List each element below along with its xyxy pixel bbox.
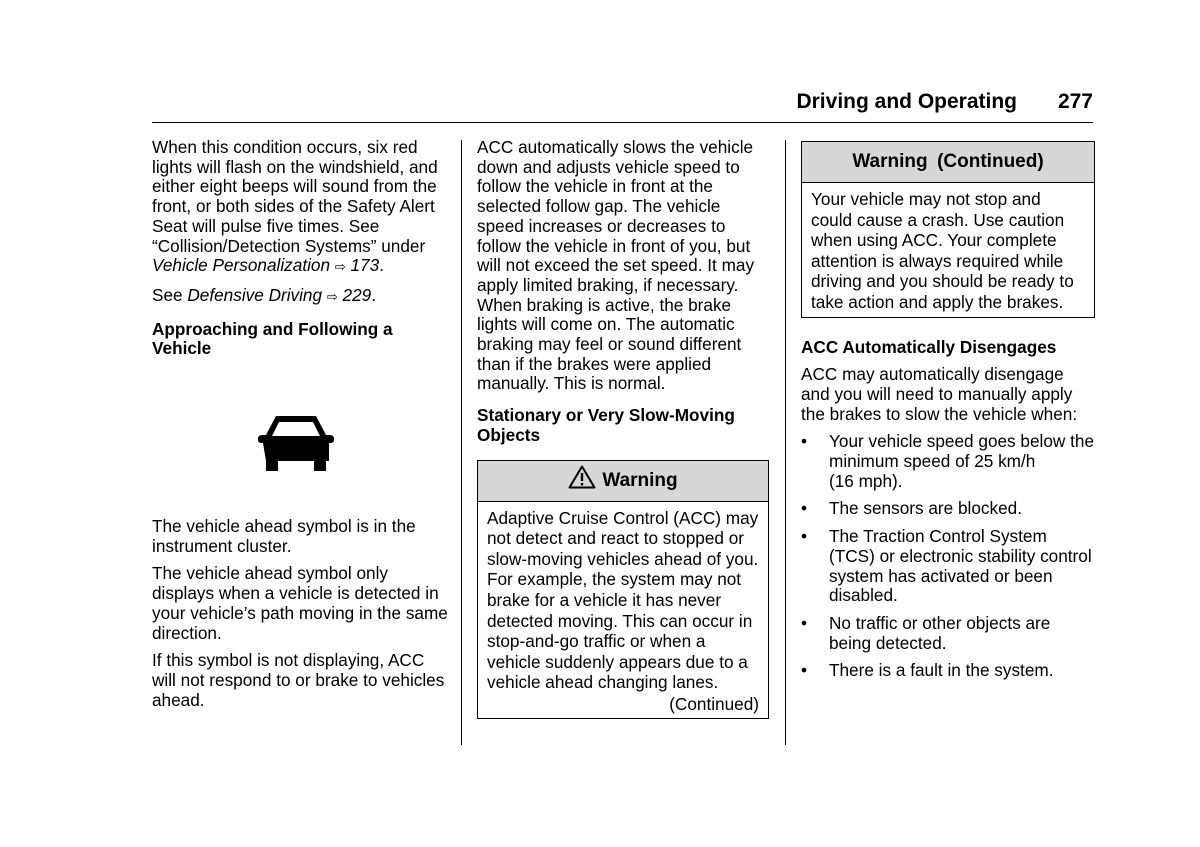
list-item: • No traffic or other objects are being detected. [801, 613, 1051, 653]
cross-reference-link[interactable]: Vehicle Personalization [152, 255, 331, 276]
subheading: ACC Automatically Disengages [801, 336, 1057, 357]
warning-text: Adaptive Cruise Control (ACC) may not detect and react to stopped or slow-moving vehicles ahead of you. For example, the system may not brake for a vehicle it has never detected moving. This can occur in stop-and-go traffic or when a vehicle suddenly appears due to a vehicle ahead changing lanes. [487, 507, 759, 693]
warning-header: Warning (Continued) [802, 142, 1094, 183]
bullet: • [801, 660, 808, 681]
column-1 [152, 138, 448, 718]
column-3 [801, 138, 1095, 689]
column-divider [785, 140, 786, 745]
paragraph: ACC may automatically disengage and you will need to manually apply the brakes to slow the vehicle when: [801, 364, 1078, 424]
page-reference[interactable]: 229 [342, 284, 372, 305]
bullet: • [801, 613, 808, 633]
list-item: • The Traction Control System (TCS) or electronic stability control system has activated or been disabled. [801, 526, 1092, 606]
bullet: • [801, 498, 808, 519]
column-divider [461, 140, 462, 745]
subheading: Stationary or Very Slow-Moving Objects [477, 405, 735, 445]
warning-title: Warning [602, 469, 678, 491]
warning-box [477, 460, 769, 720]
warning-body [478, 502, 768, 719]
section-title: Driving and Operating [796, 90, 1017, 113]
list-item: • There is a fault in the system. [801, 660, 1054, 681]
condition-list [801, 432, 1095, 681]
page-number: 277 [1057, 90, 1093, 113]
bullet: • [801, 431, 808, 452]
list-item: • The sensors are blocked. [801, 498, 1022, 519]
warning-triangle-icon [568, 465, 596, 489]
page-reference[interactable]: 173 [350, 255, 380, 276]
page-header [152, 88, 1093, 123]
page-reference-icon: ⇨ [326, 289, 338, 305]
column-2 [477, 138, 769, 719]
paragraph: The vehicle ahead symbol is in the instrument cluster. [152, 516, 416, 556]
paragraph: ACC automatically slows the vehicle down and adjusts vehicle speed to follow the vehicle in front at the selected follow gap. The vehicle speed increases or decreases to follow the vehicle in front of you, but will not exceed the set speed. It may apply limited braking, if necessary. When braking is active, the brake lights will come on. The automatic braking may feel or sound different than if the brakes were applied manually. This is normal. [477, 137, 755, 394]
warning-box-continued [801, 141, 1095, 318]
page-reference-icon: ⇨ [334, 260, 346, 276]
list-item: • Your vehicle speed goes below the minimum speed of 25 km/h (16 mph). [801, 431, 1095, 491]
vehicle-ahead-figure [152, 367, 448, 517]
continued-label: (Continued) [669, 693, 759, 714]
paragraph: See Defensive Driving ⇨ 229. [152, 284, 376, 305]
bullet: • [801, 526, 808, 547]
paragraph: If this symbol is not displaying, ACC will not respond to or brake to vehicles ahead. [152, 650, 445, 710]
warning-body: Your vehicle may not stop and could cause a crash. Use caution when using ACC. Your complete attention is always required while driving and you should be ready to take action and apply the brakes. [811, 189, 1074, 312]
vehicle-ahead-icon [258, 413, 334, 471]
paragraph: When this condition occurs, six red lights will flash on the windshield, and either eight beeps will sound from the front, or both sides of the Safety Alert Seat will pulse five times. See “Collision/Detection Systems” under Vehicle Personalization ⇨ 173. [152, 137, 438, 276]
warning-header [478, 461, 768, 502]
paragraph: The vehicle ahead symbol only displays when a vehicle is detected in your vehicle’s path moving in the same direction. [152, 563, 448, 643]
cross-reference-link[interactable]: Defensive Driving [187, 284, 323, 305]
subheading: Approaching and Following a Vehicle [152, 318, 393, 359]
